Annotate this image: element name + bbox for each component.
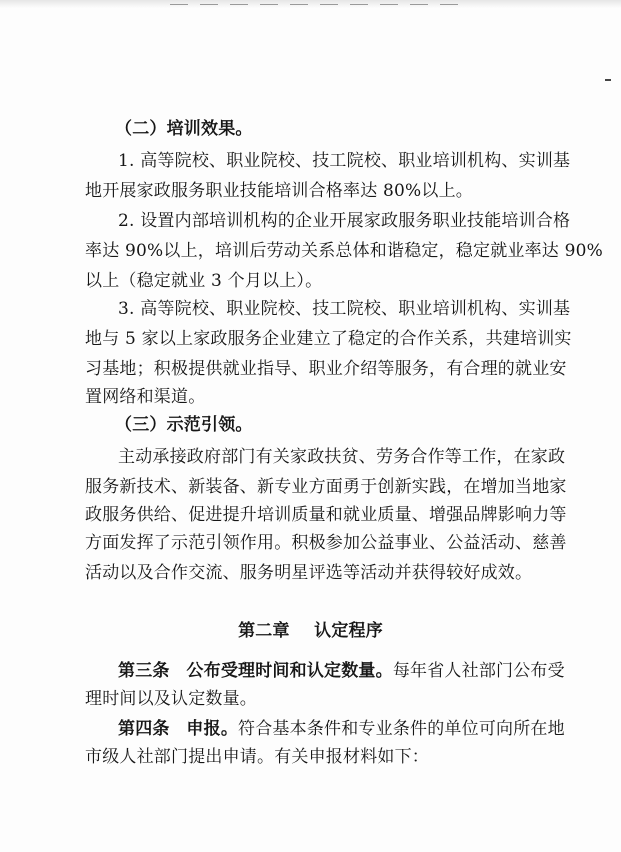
section-heading-demonstration: （三）示范引领。 bbox=[115, 415, 253, 435]
section-heading-training-effect: （二）培训效果。 bbox=[115, 119, 253, 139]
article4-line1 bbox=[118, 719, 565, 739]
item3-line2: 地与 5 家以上家政服务企业建立了稳定的合作关系，共建培训实 bbox=[85, 329, 572, 349]
demonstration-line4: 方面发挥了示范引领作用。积极参加公益事业、公益活动、慈善 bbox=[85, 533, 567, 553]
article3-label: 第三条 bbox=[118, 661, 170, 681]
item2-line1: 2. 设置内部培训机构的企业开展家政服务职业技能培训合格 bbox=[118, 211, 571, 231]
article4-label: 第四条 bbox=[118, 719, 170, 739]
demonstration-line1: 主动承接政府部门有关家政扶贫、劳务合作等工作，在家政 bbox=[118, 447, 566, 467]
chapter-title: 第二章 认定程序 bbox=[238, 621, 383, 641]
article3-line1 bbox=[118, 661, 565, 681]
item3-line1: 3. 高等院校、职业院校、技工院校、职业培训机构、实训基 bbox=[118, 299, 571, 319]
article4-body-first: 符合基本条件和专业条件的单位可向所在地 bbox=[238, 719, 565, 739]
article4-line2: 市级人社部门提出申请。有关申报材料如下： bbox=[85, 747, 429, 767]
item2-line3: 以上（稳定就业 3 个月以上）。 bbox=[85, 271, 323, 291]
article4-title: 申报。 bbox=[186, 719, 239, 739]
item1-line1: 1. 高等院校、职业院校、技工院校、职业培训机构、实训基 bbox=[118, 151, 571, 171]
demonstration-line2: 服务新技术、新装备、新专业方面勇于创新实践，在增加当地家 bbox=[85, 477, 567, 497]
demonstration-line3: 政服务供给、促进提升培训质量和就业质量、增强品牌影响力等 bbox=[85, 505, 567, 525]
item3-line4: 置网络和渠道。 bbox=[85, 387, 206, 407]
demonstration-line5: 活动以及合作交流、服务明星评选等活动并获得较好成效。 bbox=[85, 563, 533, 583]
article3-title: 公布受理时间和认定数量。 bbox=[186, 661, 393, 681]
item3-line3: 习基地；积极提供就业指导、职业介绍等服务，有合理的就业安 bbox=[85, 359, 567, 379]
item1-line2: 地开展家政服务职业技能培训合格率达 80%以上。 bbox=[85, 181, 473, 201]
article3-body-first: 每年省人社部门公布受 bbox=[392, 661, 565, 681]
item2-line2: 率达 90%以上，培训后劳动关系总体和谐稳定，稳定就业率达 90% bbox=[85, 241, 603, 261]
article3-line2: 理时间以及认定数量。 bbox=[85, 689, 257, 709]
